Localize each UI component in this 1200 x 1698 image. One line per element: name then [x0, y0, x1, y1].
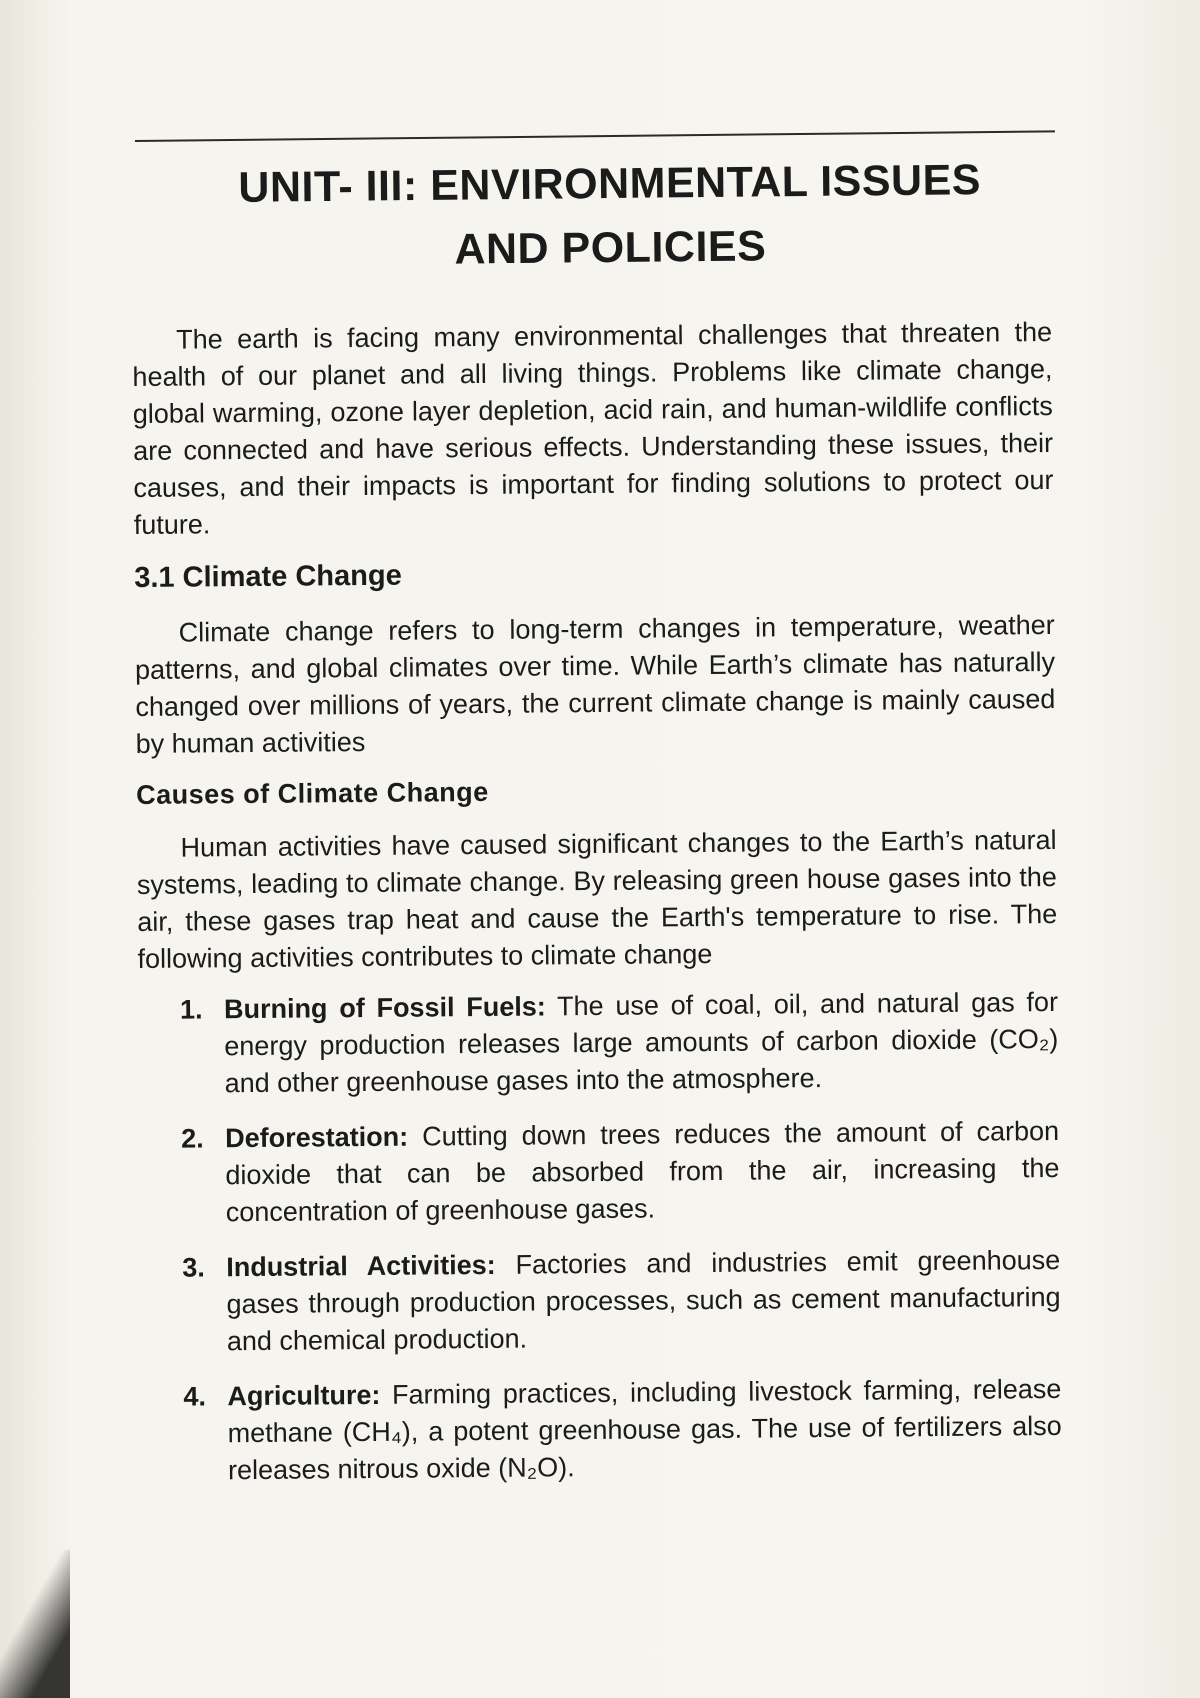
binding-shadow: [0, 1550, 70, 1698]
causes-paragraph: Human activities have caused significant changes to the Earth’s natural systems, leading to climate change. By releasing green house gases into the air, these gases trap heat and cause the Earth's temperature to rise. The following activities contributes to climate change: [136, 824, 1058, 974]
list-item-number: 2.: [180, 1123, 204, 1154]
top-rule-divider: [135, 130, 1055, 142]
list-item-term: Industrial Activities:: [226, 1249, 496, 1283]
section-heading: 3.1 Climate Change: [134, 559, 402, 594]
causes-list: [138, 984, 1062, 1490]
list-item-number: 1.: [179, 994, 203, 1025]
list-item: [140, 1242, 1061, 1361]
page-content: [132, 314, 1062, 1508]
list-item-term: Deforestation:: [224, 1121, 409, 1154]
unit-title-line-2: AND POLICIES: [454, 222, 767, 274]
list-item-term: Burning of Fossil Fuels:: [223, 991, 546, 1025]
list-item-text: Cutting down trees reduces the amount of carbon dioxide that can be absorbed from the air, increasing the concentration of greenhouse gases.: [225, 1115, 1060, 1228]
list-item-term: Agriculture:: [227, 1379, 381, 1412]
list-item: [138, 984, 1059, 1103]
list-item: [139, 1113, 1060, 1232]
causes-heading: Causes of Climate Change: [135, 776, 489, 810]
section-paragraph: Climate change refers to long-term changes in temperature, weather patterns, and global climates over time. While Earth’s climate has naturally changed over millions of years, the current climate change is mainly caused by human activities: [134, 609, 1056, 759]
list-item-text: Factories and industries emit greenhouse gases through production processes, such as cement manufacturing and chemical production.: [226, 1244, 1061, 1357]
list-item-text: The use of coal, oil, and natural gas for energy production releases large amounts of carbon dioxide (CO₂) and other greenhouse gases into the atmosphere.: [224, 986, 1059, 1099]
unit-title: [159, 147, 1060, 284]
list-item-number: 3.: [182, 1252, 205, 1283]
list-item: [141, 1371, 1062, 1490]
list-item-number: 4.: [183, 1381, 207, 1412]
list-item-text: Farming practices, including livestock farming, release methane (CH₄), a potent greenhouse gas. The use of fertilizers also releases nitrous oxide (N₂O).: [227, 1373, 1062, 1486]
unit-title-line-1: UNIT- III: ENVIRONMENTAL ISSUES: [238, 156, 982, 212]
intro-paragraph: The earth is facing many environmental challenges that threaten the health of our planet and all living things. Problems like climate change, global warming, ozone layer depletion, acid rain, and human-wildlife conflicts are connected and have serious effects. Understanding these issues, their causes, and their impacts is important for finding solutions to protect our future.: [132, 316, 1054, 540]
